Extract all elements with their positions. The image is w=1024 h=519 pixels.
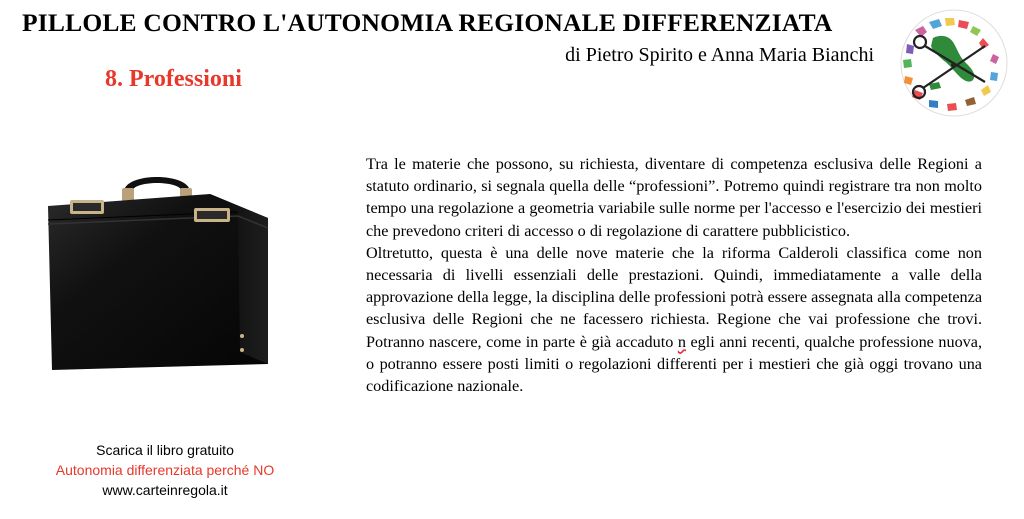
promo-website: www.carteinregola.it xyxy=(102,482,228,498)
paragraph-2-part-1: Oltretutto, questa è una delle nove materie che la riforma Calderoli classifica come non necessaria di livelli essenziali delle prestazioni. Quindi, immediatamente a valle della approvazione della legge, la disciplina delle professioni potrà essere assegnata alla competenza esclusiva delle Regioni che ne facessero richiesta. Regione che vai professione che trovi. Potranno nascere, come in parte è già accaduto xyxy=(366,243,982,351)
promo-line-1: Scarica il libro gratuito xyxy=(96,442,234,458)
book-promo xyxy=(20,440,310,500)
article-body xyxy=(366,153,982,397)
paragraph-1: Tra le materie che possono, su richiesta, diventare di competenza esclusiva delle Regioni a statuto ordinario, si segnala quella delle “professioni”. Potremo quindi registrare tra non molto tempo una regolazione a geometria variabile sulle norme per l'accesso e l'esercizio dei mestieri che prevedono criteri di accesso o di regolazione di carattere pubblicistico. xyxy=(366,155,982,240)
spellcheck-mark: n xyxy=(677,332,686,351)
paragraph-2 xyxy=(366,242,982,397)
authors-line: di Pietro Spirito e Anna Maria Bianchi xyxy=(565,44,874,66)
italy-map-with-scissors-icon xyxy=(893,8,1015,118)
promo-book-title: Autonomia differenziata perché NO xyxy=(55,462,275,478)
briefcase-icon xyxy=(42,164,274,374)
page-title: PILLOLE CONTRO L'AUTONOMIA REGIONALE DIFFERENZIATA xyxy=(22,8,833,37)
paragraph-2-part-2: egli anni recenti, qualche professione nuova, o potranno essere posti limiti o regolazioni differenti per i mestieri che già oggi trovano una codificazione nazionale. xyxy=(366,332,982,396)
section-title: 8. Professioni xyxy=(105,66,242,92)
